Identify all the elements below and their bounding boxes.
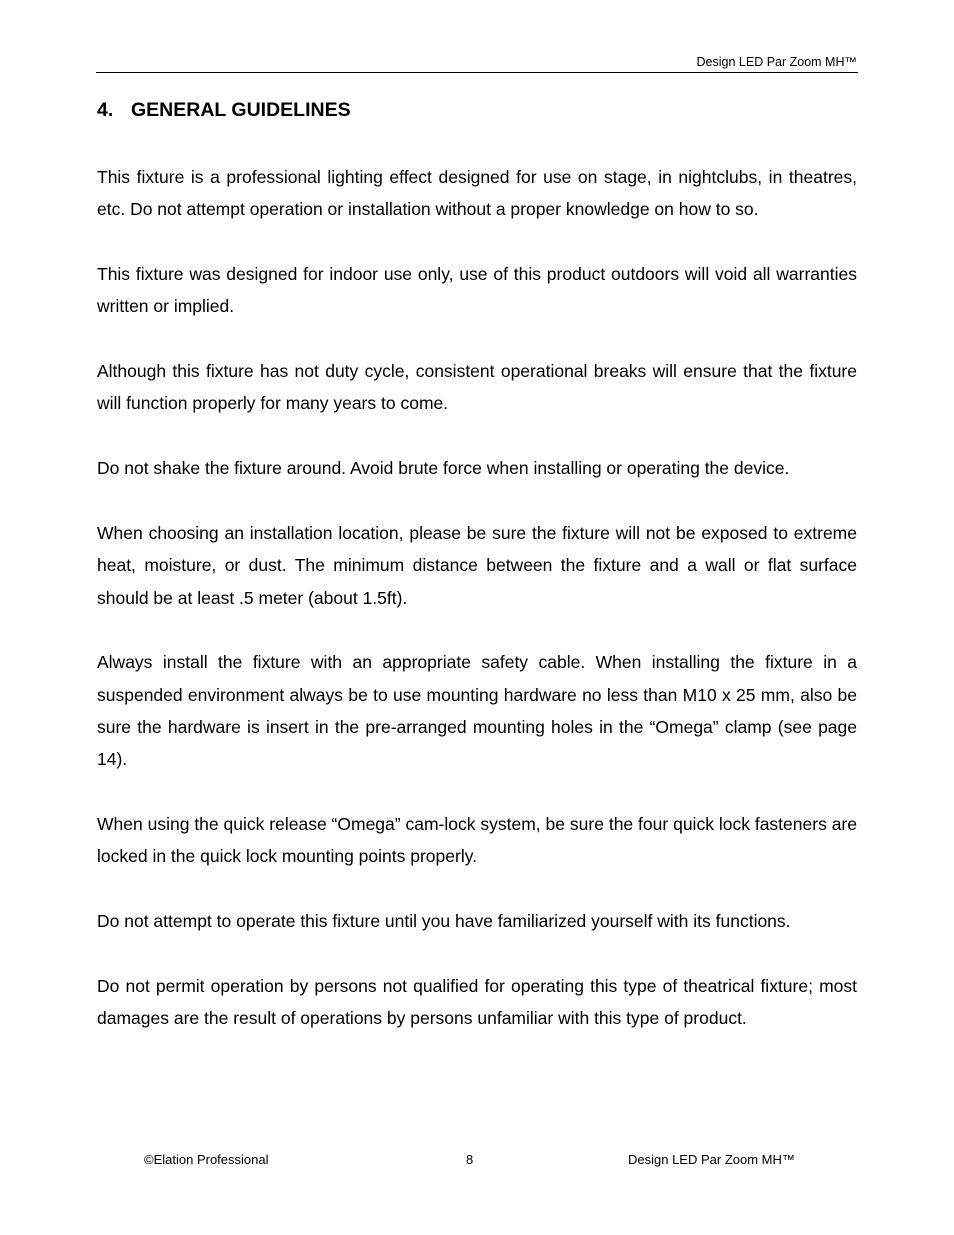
- paragraph-omega-clamp: When using the quick release “Omega” cam-lock system, be sure the four quick lock fasteners are locked in the quick lock mounting points properly.: [97, 814, 857, 867]
- guidelines-body: [97, 161, 857, 1067]
- footer-page-number: 8: [466, 1152, 474, 1167]
- paragraph-installation-location: When choosing an installation location, please be sure the fixture will not be exposed to extreme heat, moisture, or dust. The minimum distance between the fixture and a wall or flat surface should be at least .5 meter (about 1.5ft).: [97, 523, 857, 608]
- footer-product-name: Design LED Par Zoom MH™: [628, 1152, 795, 1167]
- section-heading: [97, 97, 351, 123]
- paragraph-indoor-use: This fixture was designed for indoor use only, use of this product outdoors will void all warranties written or implied.: [97, 264, 857, 317]
- footer-copyright: ©Elation Professional: [144, 1152, 269, 1167]
- header-divider: [96, 72, 858, 73]
- paragraph-familiarize: Do not attempt to operate this fixture until you have familiarized yourself with its functions.: [97, 911, 791, 932]
- paragraph-professional-use: This fixture is a professional lighting effect designed for use on stage, in nightclubs, in theatres, etc. Do not attempt operation or installation without a proper knowledge on how to so.: [97, 167, 857, 220]
- paragraph-safety-cable: Always install the fixture with an appropriate safety cable. When installing the fixture in a suspended environment always be to use mounting hardware no less than M10 x 25 mm, also be sure the hardware is insert in the pre-arranged mounting holes in the “Omega” clamp (see page 14).: [97, 652, 857, 770]
- section-title: GENERAL GUIDELINES: [131, 99, 351, 121]
- paragraph-qualified-persons: Do not permit operation by persons not qualified for operating this type of theatrical fixture; most damages are the result of operations by persons unfamiliar with this type of product.: [97, 976, 857, 1029]
- paragraph-no-shaking: Do not shake the fixture around. Avoid brute force when installing or operating the device.: [97, 458, 790, 479]
- running-header-title: Design LED Par Zoom MH™: [696, 55, 857, 69]
- paragraph-duty-cycle: Although this fixture has not duty cycle, consistent operational breaks will ensure that the fixture will function properly for many years to come.: [97, 361, 857, 414]
- section-number: 4.: [97, 99, 114, 121]
